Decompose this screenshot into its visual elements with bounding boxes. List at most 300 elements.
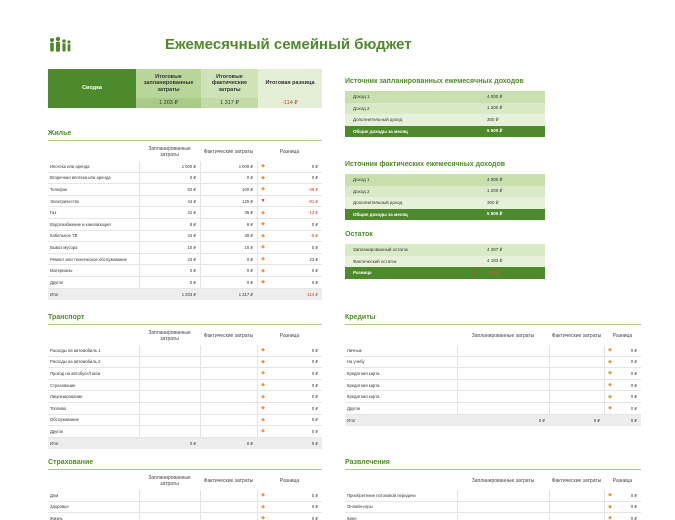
total-diff: 0 ₽ [630, 417, 637, 423]
insurance-header-diff: Разница [279, 477, 300, 484]
row-planned[interactable]: 0 ₽ [139, 277, 200, 288]
row-diff-cell [604, 502, 641, 513]
row-name: Дом [50, 492, 59, 498]
row-name: Телефон [50, 186, 68, 192]
trend-icon: ◆ [261, 405, 265, 412]
total-label: Итог [50, 441, 59, 447]
transport-header-diff: Разница [279, 332, 300, 339]
row-name: Топливо [50, 405, 67, 411]
trend-icon: ◆ [261, 370, 265, 377]
trend-icon: ◆ [261, 279, 265, 286]
row-diff-cell [257, 277, 322, 288]
trend-icon: ◆ [261, 174, 265, 181]
income-name: Фактический остаток [353, 258, 397, 264]
row-actual[interactable] [200, 403, 257, 414]
trend-icon: ◆ [261, 393, 265, 400]
transport-section [48, 314, 322, 449]
total-actual: 1 317 ₽ [238, 291, 253, 297]
row-name: Жизнь [50, 515, 63, 520]
housing-title: Жилье [48, 130, 72, 137]
entertainment-column-headers [345, 471, 641, 490]
transport-rule [48, 324, 322, 325]
planned_income-total-row [345, 126, 545, 138]
row-actual[interactable] [200, 415, 257, 426]
income-row[interactable] [345, 197, 545, 209]
row-planned[interactable] [457, 357, 549, 368]
balance-total-row [345, 267, 545, 279]
row-name: Электричество [50, 198, 80, 204]
row-diff-cell [257, 391, 322, 402]
row-planned[interactable] [457, 502, 549, 513]
row-planned[interactable] [139, 345, 200, 356]
row-actual[interactable] [549, 502, 604, 513]
income-name: Доход 2 [353, 105, 370, 111]
row-planned[interactable]: 62 ₽ [139, 184, 200, 195]
table-row[interactable] [345, 490, 641, 502]
income-row[interactable] [345, 244, 545, 256]
row-diff-cell [604, 345, 641, 356]
row-planned[interactable]: 23 ₽ [139, 254, 200, 265]
row-actual[interactable]: 39 ₽ [200, 231, 257, 242]
row-diff: 0 ₽ [630, 504, 637, 510]
insurance-rule [48, 469, 322, 470]
row-name: Кредитная карта [347, 382, 380, 388]
loans-header-planned: Запланированные затраты [471, 332, 535, 339]
table-row[interactable] [48, 513, 322, 520]
row-diff-cell [257, 357, 322, 368]
row-planned[interactable]: 10 ₽ [139, 242, 200, 253]
row-name: Приобретение потоковой передачи [347, 492, 416, 498]
row-actual[interactable] [200, 513, 257, 520]
table-row[interactable] [48, 173, 322, 185]
table-row[interactable] [345, 513, 641, 520]
income-value[interactable]: 4 000 ₽ [487, 176, 503, 182]
income-row[interactable] [345, 103, 545, 115]
row-diff-cell [604, 357, 641, 368]
row-planned[interactable] [139, 380, 200, 391]
income-row[interactable] [345, 174, 545, 186]
entertainment-header-diff: Разница [612, 477, 633, 484]
row-diff-cell [604, 380, 641, 391]
balance-title: Остаток [345, 231, 373, 238]
planned_income-title: Источник запланированных ежемесячных доходов [345, 78, 524, 85]
trend-icon: ◆ [261, 232, 265, 239]
housing-rule [48, 140, 322, 141]
entertainment-section [345, 459, 641, 520]
row-diff: -38 ₽ [308, 186, 318, 192]
row-diff-cell [257, 502, 322, 513]
transport-title: Транспорт [48, 314, 85, 321]
income-total-name: Общие доходы за месяц [353, 211, 408, 217]
row-diff-cell [604, 490, 641, 501]
table-row[interactable] [48, 490, 322, 502]
row-name: Вывоз мусора [50, 244, 78, 250]
housing-column-headers [48, 142, 322, 161]
trend-down-icon: ▼ [472, 269, 478, 276]
insurance-column-headers [48, 471, 322, 490]
loans-title: Кредиты [345, 314, 376, 321]
housing-header-diff: Разница [279, 148, 300, 155]
row-planned[interactable]: 8 ₽ [139, 219, 200, 230]
row-diff: 0 ₽ [311, 504, 318, 510]
row-diff-cell [257, 426, 322, 437]
income-value[interactable]: 4 183 ₽ [487, 258, 503, 264]
table-row[interactable] [48, 380, 322, 392]
trend-icon: ◆ [261, 382, 265, 389]
row-planned[interactable]: 0 ₽ [139, 173, 200, 184]
row-actual[interactable] [549, 380, 604, 391]
summary-block [48, 69, 322, 108]
row-actual[interactable] [549, 368, 604, 379]
row-planned[interactable] [139, 403, 200, 414]
row-diff: 0 ₽ [630, 394, 637, 400]
row-planned[interactable]: 22 ₽ [139, 207, 200, 218]
summary-label: Сводка [82, 85, 102, 92]
loans-rule [345, 324, 641, 325]
row-name: Личные [347, 347, 362, 353]
trend-icon: ◆ [261, 221, 265, 228]
row-planned[interactable] [139, 368, 200, 379]
actual-income-section [345, 161, 545, 220]
row-actual[interactable] [200, 502, 257, 513]
summary-diff-cell [258, 69, 322, 108]
income-row[interactable] [345, 114, 545, 126]
row-diff: 0 ₽ [311, 279, 318, 285]
loans-column-headers [345, 326, 641, 345]
row-diff-cell [257, 231, 322, 242]
row-name: Онлайн-игры [347, 504, 373, 510]
entertainment-header-planned: Запланированные затраты [471, 477, 535, 484]
table-row[interactable] [48, 161, 322, 173]
row-diff-cell [257, 161, 322, 172]
income-name: Запланированный остаток [353, 247, 409, 253]
row-actual[interactable]: 8 ₽ [200, 219, 257, 230]
row-actual[interactable] [200, 391, 257, 402]
loans-section [345, 314, 641, 426]
row-diff-cell [257, 184, 322, 195]
income-total-value: 5 500 ₽ [487, 128, 503, 134]
trend-icon: ◆ [608, 405, 612, 412]
row-name: Ипотека или аренда [50, 163, 90, 169]
row-actual[interactable]: 0 ₽ [200, 277, 257, 288]
page-title: Ежемесячный семейный бюджет [165, 36, 412, 53]
row-name: Материалы [50, 268, 73, 274]
row-planned[interactable] [139, 391, 200, 402]
entertainment-title: Развлечения [345, 459, 390, 466]
row-diff: 0 ₽ [311, 428, 318, 434]
row-diff-cell [257, 196, 322, 207]
row-diff-cell [257, 403, 322, 414]
balance-section [345, 231, 545, 279]
row-diff-cell [257, 490, 322, 501]
row-planned[interactable] [139, 502, 200, 513]
summary-actual-header: Итоговые фактические затраты [211, 74, 248, 93]
row-diff-cell [604, 403, 641, 414]
summary-planned-cell [136, 69, 201, 108]
summary-diff-header: Итоговая разница [265, 80, 315, 87]
income-name: Доход 2 [353, 188, 370, 194]
row-diff-cell [257, 380, 322, 391]
row-actual[interactable]: 0 ₽ [200, 265, 257, 276]
trend-icon: ◆ [608, 515, 612, 520]
summary-label-cell [48, 69, 136, 108]
row-name: Вторичная ипотека или аренда [50, 175, 111, 181]
trend-icon: ◆ [261, 358, 265, 365]
row-name: Другое [50, 428, 64, 434]
trend-icon: ◆ [608, 347, 612, 354]
table-row[interactable] [48, 391, 322, 403]
table-row[interactable] [48, 219, 322, 231]
total-planned: 0 ₽ [189, 441, 196, 447]
total-planned: 1 203 ₽ [181, 291, 196, 297]
row-name: Ремонт или техническое обслуживание [50, 256, 127, 262]
entertainment-header-actual: Фактические затраты [551, 477, 602, 484]
trend-icon: ◆ [608, 492, 612, 499]
table-row[interactable] [345, 357, 641, 369]
income-value[interactable]: 300 ₽ [487, 199, 499, 205]
income-value[interactable]: 300 ₽ [487, 116, 499, 122]
table-row[interactable] [345, 368, 641, 380]
row-name: Лицензирование [50, 394, 83, 400]
trend-icon: ◆ [261, 347, 265, 354]
trend-icon: ◆ [261, 186, 265, 193]
row-actual[interactable] [549, 357, 604, 368]
row-actual[interactable] [549, 391, 604, 402]
table-row[interactable] [345, 380, 641, 392]
income-name: Доход 1 [353, 177, 370, 183]
planned-income-section [345, 78, 545, 137]
summary-actual-cell [201, 69, 258, 108]
table-row[interactable] [48, 207, 322, 219]
row-actual[interactable]: 35 ₽ [200, 207, 257, 218]
transport-column-headers [48, 326, 322, 345]
housing-header-planned: Запланированные затраты [148, 145, 191, 158]
table-row[interactable] [48, 357, 322, 369]
trend-icon: ◆ [261, 515, 265, 520]
row-name: Газ [50, 210, 57, 216]
row-actual[interactable] [200, 345, 257, 356]
row-planned[interactable] [139, 513, 200, 520]
table-row[interactable] [48, 502, 322, 514]
income-name: Доход 1 [353, 94, 370, 100]
table-row[interactable] [48, 426, 322, 438]
row-planned[interactable] [139, 357, 200, 368]
income-value[interactable]: 4 000 ₽ [487, 93, 503, 99]
row-name: Здоровье [50, 504, 69, 510]
table-row[interactable] [345, 403, 641, 415]
row-actual[interactable] [200, 490, 257, 501]
row-diff-cell [257, 207, 322, 218]
trend-icon: ◆ [261, 503, 265, 510]
income-name: Дополнительный доход [353, 200, 403, 206]
row-planned[interactable] [457, 380, 549, 391]
row-planned[interactable] [457, 391, 549, 402]
trend-icon: ◆ [261, 416, 265, 423]
trend-icon: ◆ [261, 267, 265, 274]
income-total-value: -114 ₽ [487, 269, 500, 275]
row-name: Расходы на автомобиль 2 [50, 359, 101, 365]
row-actual[interactable]: 0 ₽ [200, 254, 257, 265]
row-planned[interactable] [457, 513, 549, 520]
income-name: Дополнительный доход [353, 117, 403, 123]
income-value[interactable]: 1 200 ₽ [487, 105, 503, 111]
row-planned[interactable]: 34 ₽ [139, 231, 200, 242]
row-diff: -13 ₽ [308, 210, 318, 216]
row-name: Кабельное ТВ [50, 233, 78, 239]
row-actual[interactable]: 10 ₽ [200, 242, 257, 253]
income-row[interactable] [345, 91, 545, 103]
row-name: Кредитная карта [347, 394, 380, 400]
transport-total-row [48, 438, 322, 450]
row-diff-cell [257, 513, 322, 520]
row-planned[interactable] [139, 426, 200, 437]
trend-icon: ◆ [608, 382, 612, 389]
table-row[interactable] [48, 265, 322, 277]
row-diff: 0 ₽ [311, 268, 318, 274]
row-diff: 0 ₽ [311, 163, 318, 169]
row-diff-cell [257, 265, 322, 276]
summary-planned-value: 1 203 ₽ [136, 98, 201, 108]
income-total-name: Разница [353, 270, 372, 276]
total-diff: 0 ₽ [311, 441, 318, 447]
row-diff: 0 ₽ [311, 515, 318, 520]
actual_income-total-row [345, 209, 545, 221]
table-row[interactable] [48, 231, 322, 243]
row-actual[interactable] [549, 345, 604, 356]
insurance-section [48, 459, 322, 520]
table-row[interactable] [48, 368, 322, 380]
row-diff: 0 ₽ [311, 492, 318, 498]
trend-icon: ◆ [261, 209, 265, 216]
row-diff-cell [257, 254, 322, 265]
table-row[interactable] [48, 242, 322, 254]
row-diff: 0 ₽ [311, 175, 318, 181]
row-diff: 0 ₽ [311, 382, 318, 388]
row-diff: 0 ₽ [311, 244, 318, 250]
transport-header-actual: Фактические затраты [203, 332, 254, 339]
table-row[interactable] [48, 345, 322, 357]
row-diff-cell [257, 219, 322, 230]
table-row[interactable] [48, 184, 322, 196]
trend-icon: ◆ [261, 244, 265, 251]
row-actual[interactable]: 100 ₽ [200, 184, 257, 195]
row-planned[interactable] [139, 415, 200, 426]
loans-total-row [345, 415, 641, 427]
row-actual[interactable] [549, 490, 604, 501]
trend-icon: ▼ [260, 198, 266, 205]
row-name: Кино [347, 515, 357, 520]
row-planned[interactable]: 0 ₽ [139, 265, 200, 276]
row-actual[interactable] [200, 357, 257, 368]
table-row[interactable] [48, 403, 322, 415]
table-row[interactable] [345, 502, 641, 514]
total-actual: 0 ₽ [593, 417, 600, 423]
row-diff-cell [257, 242, 322, 253]
row-planned[interactable] [457, 490, 549, 501]
transport-header-planned: Запланированные затраты [148, 329, 191, 342]
row-name: Обслуживание [50, 417, 79, 423]
housing-header-actual: Фактические затраты [203, 148, 254, 155]
housing-total-row [48, 289, 322, 301]
trend-icon: ◆ [261, 492, 265, 499]
row-actual[interactable]: 1 000 ₽ [200, 161, 257, 172]
row-name: Страхование [50, 382, 76, 388]
row-diff-cell [257, 368, 322, 379]
trend-icon: ◆ [608, 370, 612, 377]
trend-icon: ◆ [261, 163, 265, 170]
row-diff: 0 ₽ [311, 221, 318, 227]
loans-header-actual: Фактические затраты [551, 332, 602, 339]
income-value[interactable]: 4 297 ₽ [487, 246, 503, 252]
row-actual[interactable] [549, 403, 604, 414]
actual_income-title: Источник фактических ежемесячных доходов [345, 161, 506, 168]
entertainment-rule [345, 469, 641, 470]
row-diff: 0 ₽ [630, 382, 637, 388]
row-diff: 23 ₽ [309, 256, 318, 262]
row-planned[interactable] [457, 368, 549, 379]
row-diff: 0 ₽ [630, 359, 637, 365]
income-row[interactable] [345, 256, 545, 268]
insurance-title: Страхование [48, 459, 94, 466]
row-actual[interactable] [200, 368, 257, 379]
table-row[interactable] [48, 196, 322, 208]
row-planned[interactable] [457, 403, 549, 414]
total-label: Итог [347, 417, 356, 423]
row-actual[interactable] [200, 426, 257, 437]
trend-icon: ◆ [261, 428, 265, 435]
row-diff: 0 ₽ [311, 347, 318, 353]
row-actual[interactable] [200, 380, 257, 391]
table-row[interactable] [48, 277, 322, 289]
income-total-value: 5 500 ₽ [487, 211, 503, 217]
row-planned[interactable] [457, 345, 549, 356]
row-planned[interactable] [139, 490, 200, 501]
table-row[interactable] [345, 391, 641, 403]
insurance-header-actual: Фактические затраты [203, 477, 254, 484]
row-diff: 0 ₽ [630, 347, 637, 353]
trend-icon: ◆ [608, 358, 612, 365]
income-row[interactable] [345, 186, 545, 198]
row-name: Водоснабжение и канализация [50, 221, 111, 227]
insurance-header-planned: Запланированные затраты [148, 474, 191, 487]
row-diff: 0 ₽ [311, 405, 318, 411]
total-diff: -114 ₽ [306, 291, 318, 297]
table-row[interactable] [48, 254, 322, 266]
income-value[interactable]: 1 200 ₽ [487, 188, 503, 194]
row-actual[interactable]: 0 ₽ [200, 173, 257, 184]
row-diff: 0 ₽ [311, 370, 318, 376]
trend-icon: ◆ [261, 256, 265, 263]
summary-diff-value: -114 ₽ [282, 100, 298, 106]
row-diff-cell [604, 391, 641, 402]
table-row[interactable] [345, 345, 641, 357]
total-label: Итог [50, 291, 59, 297]
row-diff: -5 ₽ [310, 233, 318, 239]
row-diff: -81 ₽ [308, 198, 318, 204]
row-planned[interactable]: 44 ₽ [139, 196, 200, 207]
row-name: На учебу [347, 359, 365, 365]
row-diff: 0 ₽ [630, 492, 637, 498]
row-planned[interactable]: 1 000 ₽ [139, 161, 200, 172]
row-diff: 0 ₽ [311, 417, 318, 423]
table-row[interactable] [48, 415, 322, 427]
row-actual[interactable]: 125 ₽ [200, 196, 257, 207]
loans-header-diff: Разница [612, 332, 633, 339]
row-name: Кредитная карта [347, 370, 380, 376]
row-actual[interactable] [549, 513, 604, 520]
total-planned: 0 ₽ [538, 417, 545, 423]
total-actual: 0 ₽ [246, 441, 253, 447]
